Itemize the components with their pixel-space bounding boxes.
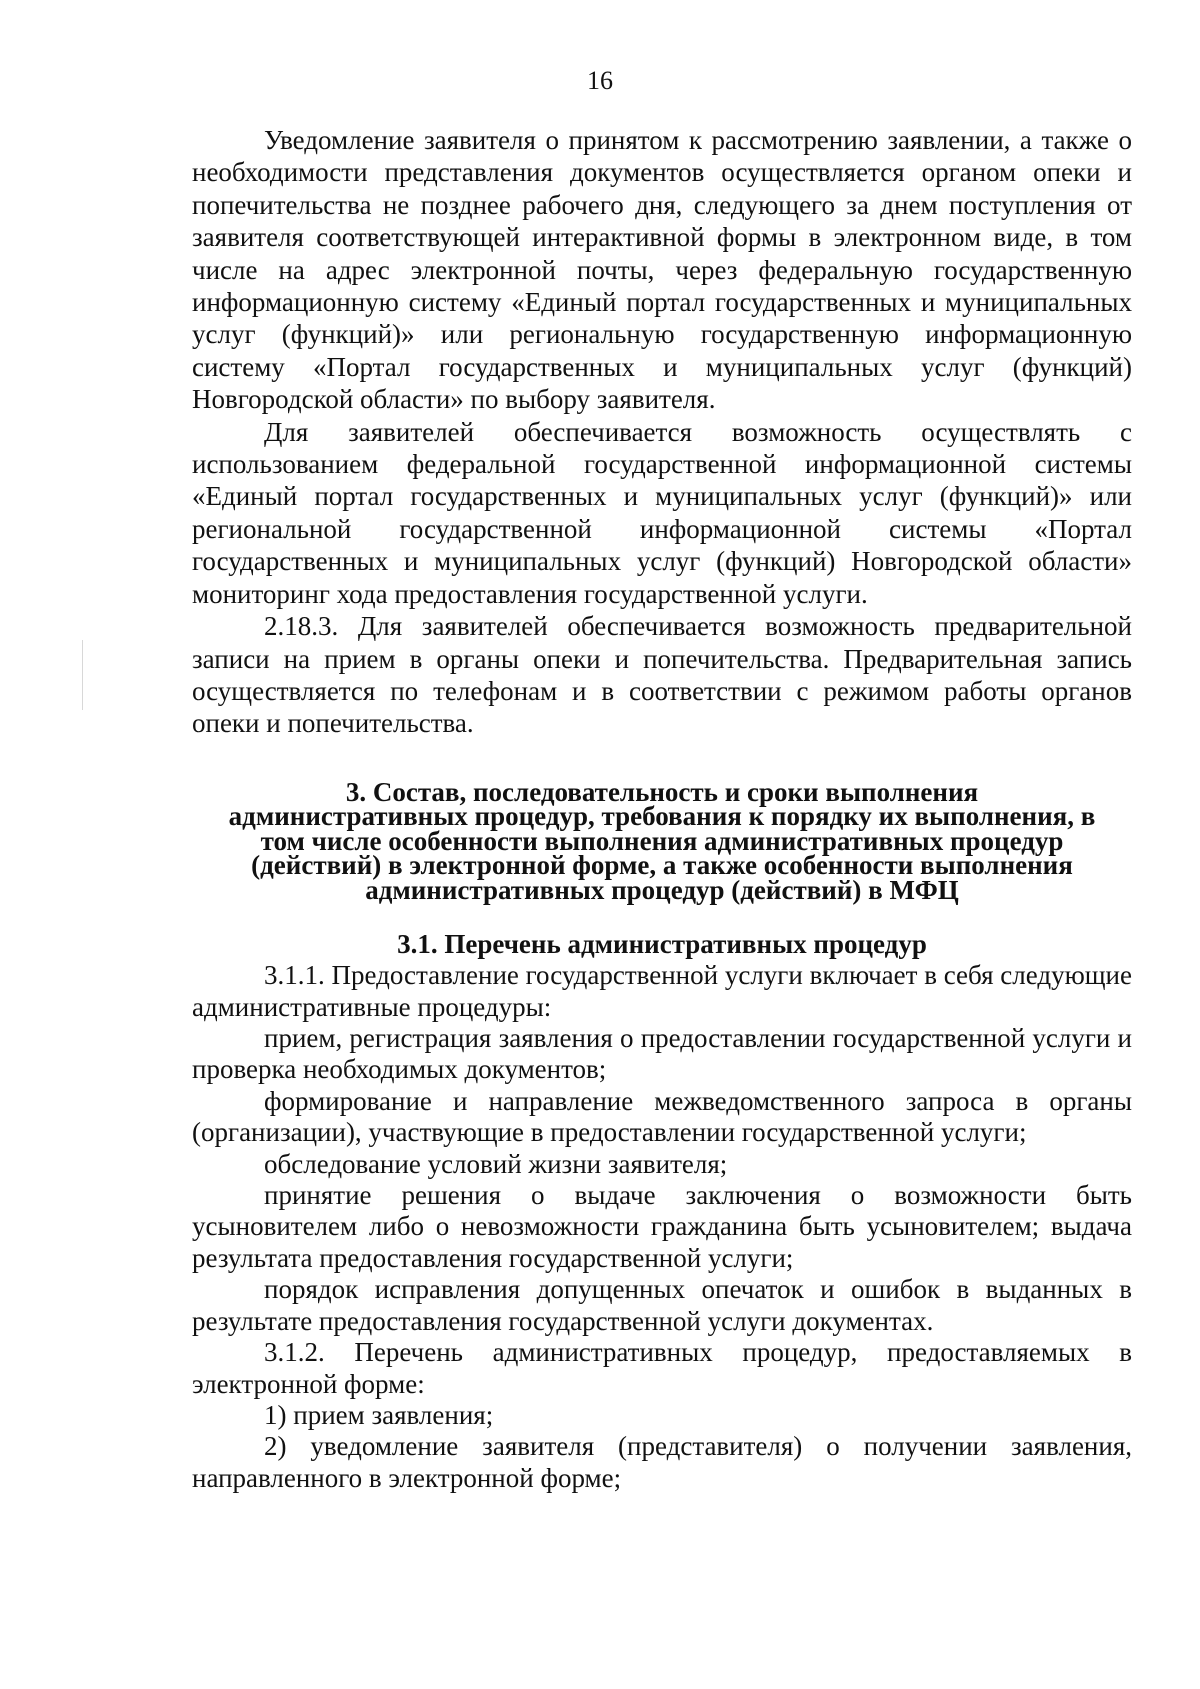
section-heading-line: административных процедур (действий) в МФЦ: [365, 874, 959, 905]
list-item-procedure: формирование и направление межведомственного запроса в органы (организации), участвующие в предоставлении государственной услуги;: [192, 1085, 1132, 1148]
list-item-electronic: 1) прием заявления;: [264, 1399, 494, 1430]
scan-margin-mark: [82, 640, 83, 710]
subsection-heading-3-1: 3.1. Перечень административных процедур: [397, 929, 927, 960]
list-item-procedure: обследование условий жизни заявителя;: [264, 1148, 728, 1179]
paragraph-2-18-3: 2.18.3. Для заявителей обеспечивается возможность предварительной записи на прием в органы опеки и попечительства. Предварительная запись осуществляется по телефонам и в соответствии с режимом работы органов опеки и попечительства.: [192, 611, 1132, 739]
list-item-procedure: порядок исправления допущенных опечаток и ошибок в выданных в результате предоставления государственной услуги документах.: [192, 1274, 1132, 1336]
paragraph-3-1-1: 3.1.1. Предоставление государственной услуги включает в себя следующие административные процедуры:: [192, 960, 1132, 1022]
paragraph-3-1-2: 3.1.2. Перечень административных процедур, предоставляемых в электронной форме:: [192, 1337, 1132, 1399]
section-heading-line: административных процедур, требования к порядку их выполнения, в: [228, 801, 1096, 832]
paragraph-notification: Уведомление заявителя о принятом к рассмотрению заявлении, а также о необходимости представления документов осуществляется органом опеки и попечительства не позднее рабочего дня, следующего за днем поступления от заявителя соответствующей интерактивной формы в электронном виде, в том числе на адрес электронной почты, через федеральную государственную информационную систему «Единый портал государственных и муниципальных услуг (функций)» или региональную государственную информационную систему «Портал государственных и муниципальных услуг (функций) Новгородской области» по выбору заявителя.: [192, 125, 1132, 415]
section-heading-line: 3. Состав, последовательность и сроки выполнения: [345, 776, 979, 807]
paragraph-monitoring: Для заявителей обеспечивается возможность осуществлять с использованием федеральной государственной информационной системы «Единый портал государственных и муниципальных услуг (функций)» или региональной государственной информационной системы «Портал государственных и муниципальных услуг (функций) Новгородской области» мониторинг хода предоставления государственной услуги.: [192, 416, 1132, 609]
section-heading-3: [192, 776, 1132, 905]
list-item-procedure: принятие решения о выдаче заключения о возможности быть усыновителем либо о невозможности гражданина быть усыновителем; выдача результата предоставления государственной услуги;: [192, 1180, 1132, 1273]
list-item-electronic: 2) уведомление заявителя (представителя) о получении заявления, направленного в электронной форме;: [192, 1431, 1132, 1493]
section-heading-line: (действий) в электронной форме, а также особенности выполнения: [251, 850, 1073, 881]
section-heading-line: том числе особенности выполнения административных процедур: [260, 825, 1064, 856]
page-content: [192, 124, 1132, 1494]
page-number: 16: [587, 66, 613, 95]
list-item-procedure: прием, регистрация заявления о предоставлении государственной услуги и проверка необходимых документов;: [192, 1023, 1132, 1085]
